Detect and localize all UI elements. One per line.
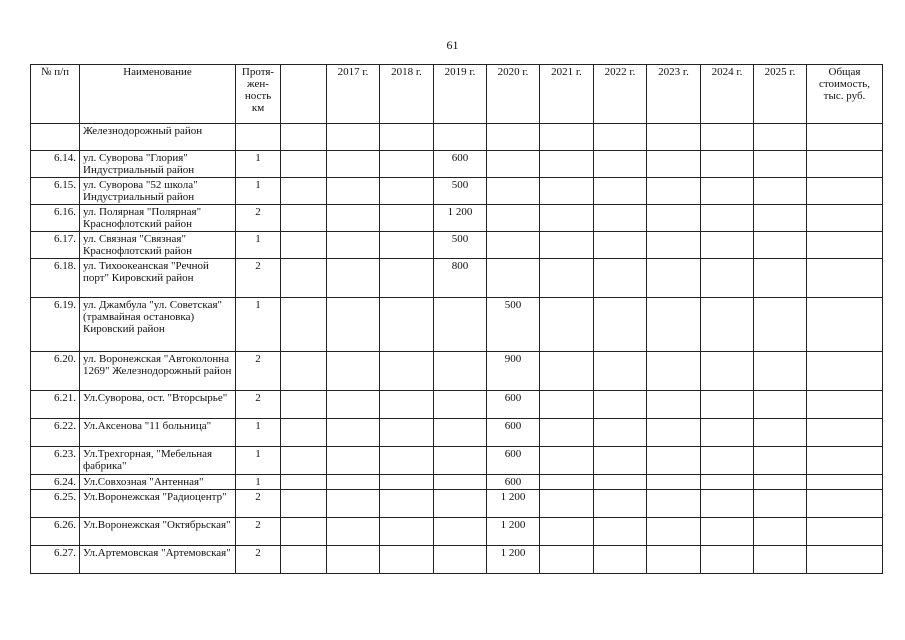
row-2023 [647, 178, 701, 205]
row-2024 [701, 391, 754, 419]
row-blank [281, 259, 327, 298]
row-length: 1 [236, 232, 281, 259]
row-2024 [701, 298, 754, 352]
row-2018 [380, 151, 434, 178]
row-2024 [701, 419, 754, 447]
row-2022 [594, 475, 647, 490]
row-2018 [380, 178, 434, 205]
row-total [807, 178, 883, 205]
header-year-2017: 2017 г. [327, 65, 380, 124]
table-row [31, 447, 883, 475]
row-blank [281, 546, 327, 574]
row-blank [281, 447, 327, 475]
row-length: 2 [236, 205, 281, 232]
row-num: 6.18. [31, 259, 80, 298]
row-num: 6.27. [31, 546, 80, 574]
row-2023 [647, 232, 701, 259]
section-title: Железнодорожный район [80, 124, 236, 151]
table-row [31, 205, 883, 232]
row-2024 [701, 475, 754, 490]
row-2018 [380, 232, 434, 259]
header-year-2025: 2025 г. [754, 65, 807, 124]
row-total [807, 232, 883, 259]
row-2021 [540, 419, 594, 447]
row-name: ул. Джамбула "ул. Советская" (трамвайная остановка) Кировский район [80, 298, 236, 352]
row-2022 [594, 205, 647, 232]
row-2019 [434, 298, 487, 352]
table-row [31, 490, 883, 518]
row-2022 [594, 546, 647, 574]
header-name: Наименование [80, 65, 236, 124]
row-2020: 1 200 [487, 518, 540, 546]
row-length: 2 [236, 518, 281, 546]
row-num: 6.22. [31, 419, 80, 447]
row-num: 6.19. [31, 298, 80, 352]
row-2025 [754, 205, 807, 232]
row-2024 [701, 151, 754, 178]
row-length: 2 [236, 546, 281, 574]
row-2017 [327, 447, 380, 475]
row-2024 [701, 205, 754, 232]
row-2024 [701, 352, 754, 391]
row-2023 [647, 391, 701, 419]
row-num: 6.17. [31, 232, 80, 259]
row-2017 [327, 232, 380, 259]
row-2021 [540, 151, 594, 178]
row-2020: 900 [487, 352, 540, 391]
table-row [31, 391, 883, 419]
row-2020: 500 [487, 298, 540, 352]
header-year-2024: 2024 г. [701, 65, 754, 124]
row-2019: 500 [434, 178, 487, 205]
row-2023 [647, 518, 701, 546]
row-total [807, 546, 883, 574]
row-2018 [380, 298, 434, 352]
row-total [807, 518, 883, 546]
row-2017 [327, 259, 380, 298]
table-row [31, 151, 883, 178]
row-2023 [647, 151, 701, 178]
row-num: 6.26. [31, 518, 80, 546]
table-row [31, 546, 883, 574]
row-2018 [380, 546, 434, 574]
row-2025 [754, 419, 807, 447]
row-2025 [754, 546, 807, 574]
row-2023 [647, 352, 701, 391]
row-2022 [594, 490, 647, 518]
row-2025 [754, 391, 807, 419]
row-2023 [647, 419, 701, 447]
row-2025 [754, 232, 807, 259]
row-2023 [647, 298, 701, 352]
row-2024 [701, 518, 754, 546]
row-2025 [754, 151, 807, 178]
header-year-2022: 2022 г. [594, 65, 647, 124]
row-2020 [487, 259, 540, 298]
row-2017 [327, 178, 380, 205]
row-length: 1 [236, 298, 281, 352]
row-2020 [487, 151, 540, 178]
row-length: 1 [236, 475, 281, 490]
row-2022 [594, 391, 647, 419]
header-year-2019: 2019 г. [434, 65, 487, 124]
row-length: 2 [236, 391, 281, 419]
row-2021 [540, 546, 594, 574]
row-name: Ул.Воронежская "Октябрьская" [80, 518, 236, 546]
row-2021 [540, 475, 594, 490]
row-2017 [327, 391, 380, 419]
row-2021 [540, 490, 594, 518]
row-2023 [647, 205, 701, 232]
row-2019 [434, 391, 487, 419]
row-blank [281, 232, 327, 259]
row-length: 2 [236, 259, 281, 298]
row-2021 [540, 298, 594, 352]
row-2025 [754, 298, 807, 352]
row-2024 [701, 178, 754, 205]
row-2020 [487, 232, 540, 259]
row-2022 [594, 518, 647, 546]
row-2018 [380, 419, 434, 447]
row-blank [281, 475, 327, 490]
header-year-2023: 2023 г. [647, 65, 701, 124]
row-2020 [487, 205, 540, 232]
row-name: Ул.Артемовская "Артемовская" [80, 546, 236, 574]
section-row [31, 124, 883, 151]
row-2018 [380, 475, 434, 490]
row-2018 [380, 518, 434, 546]
row-total [807, 447, 883, 475]
program-table [30, 64, 883, 574]
row-total [807, 419, 883, 447]
row-2019 [434, 475, 487, 490]
row-2024 [701, 447, 754, 475]
row-2021 [540, 352, 594, 391]
row-2018 [380, 490, 434, 518]
table-row [31, 298, 883, 352]
row-2023 [647, 546, 701, 574]
row-2019 [434, 352, 487, 391]
row-2019 [434, 546, 487, 574]
table-row [31, 352, 883, 391]
row-2022 [594, 151, 647, 178]
row-blank [281, 391, 327, 419]
row-num: 6.20. [31, 352, 80, 391]
table-row [31, 259, 883, 298]
row-blank [281, 490, 327, 518]
header-year-2021: 2021 г. [540, 65, 594, 124]
row-2019 [434, 490, 487, 518]
row-2017 [327, 475, 380, 490]
row-name: Ул.Совхозная "Антенная" [80, 475, 236, 490]
row-total [807, 490, 883, 518]
row-2024 [701, 490, 754, 518]
row-blank [281, 419, 327, 447]
row-num: 6.14. [31, 151, 80, 178]
row-2025 [754, 475, 807, 490]
row-2023 [647, 259, 701, 298]
row-total [807, 298, 883, 352]
row-2017 [327, 298, 380, 352]
row-name: ул. Суворова "Глория" Индустриальный район [80, 151, 236, 178]
table-row [31, 475, 883, 490]
row-2025 [754, 352, 807, 391]
row-2020: 600 [487, 475, 540, 490]
row-num: 6.15. [31, 178, 80, 205]
header-num: № п/п [31, 65, 80, 124]
row-name: ул. Связная "Связная" Краснофлотский район [80, 232, 236, 259]
row-2025 [754, 178, 807, 205]
row-2021 [540, 205, 594, 232]
row-2018 [380, 352, 434, 391]
row-2018 [380, 205, 434, 232]
row-2019 [434, 518, 487, 546]
row-blank [281, 178, 327, 205]
row-length: 1 [236, 151, 281, 178]
header-total: Общая стоимость, тыс. руб. [807, 65, 883, 124]
row-2020: 1 200 [487, 490, 540, 518]
row-2024 [701, 259, 754, 298]
row-num: 6.16. [31, 205, 80, 232]
row-name: Ул.Суворова, ост. "Вторсырье" [80, 391, 236, 419]
row-2018 [380, 391, 434, 419]
page-number: 61 [446, 38, 459, 52]
row-2020: 1 200 [487, 546, 540, 574]
row-blank [281, 151, 327, 178]
row-2017 [327, 419, 380, 447]
row-length: 2 [236, 490, 281, 518]
header-row [31, 65, 883, 124]
row-name: ул. Тихоокеанская "Речной порт" Кировский район [80, 259, 236, 298]
row-2024 [701, 546, 754, 574]
row-2020: 600 [487, 419, 540, 447]
row-2022 [594, 259, 647, 298]
row-num: 6.25. [31, 490, 80, 518]
row-blank [281, 205, 327, 232]
row-2017 [327, 518, 380, 546]
row-name: ул. Суворова "52 школа" Индустриальный район [80, 178, 236, 205]
row-name: ул. Полярная "Полярная" Краснофлотский район [80, 205, 236, 232]
row-2021 [540, 259, 594, 298]
row-2025 [754, 490, 807, 518]
row-2019: 1 200 [434, 205, 487, 232]
row-2024 [701, 232, 754, 259]
header-length: Протя-жен-ность км [236, 65, 281, 124]
row-2021 [540, 518, 594, 546]
row-2023 [647, 447, 701, 475]
row-2017 [327, 546, 380, 574]
row-2022 [594, 447, 647, 475]
row-blank [281, 298, 327, 352]
row-2021 [540, 178, 594, 205]
header-year-2020: 2020 г. [487, 65, 540, 124]
row-2020: 600 [487, 391, 540, 419]
table-row [31, 419, 883, 447]
row-2019: 500 [434, 232, 487, 259]
row-2023 [647, 475, 701, 490]
row-name: Ул.Трехгорная, "Мебельная фабрика" [80, 447, 236, 475]
row-name: ул. Воронежская "Автоколонна 1269" Железнодорожный район [80, 352, 236, 391]
row-2019: 800 [434, 259, 487, 298]
row-total [807, 475, 883, 490]
row-2021 [540, 232, 594, 259]
table-row [31, 518, 883, 546]
row-2018 [380, 447, 434, 475]
row-2017 [327, 205, 380, 232]
row-2019 [434, 419, 487, 447]
row-2021 [540, 447, 594, 475]
row-length: 1 [236, 447, 281, 475]
row-blank [281, 352, 327, 391]
row-2022 [594, 178, 647, 205]
row-2017 [327, 490, 380, 518]
row-2018 [380, 259, 434, 298]
header-year-2018: 2018 г. [380, 65, 434, 124]
row-2025 [754, 259, 807, 298]
row-num: 6.23. [31, 447, 80, 475]
row-num: 6.21. [31, 391, 80, 419]
row-2023 [647, 490, 701, 518]
row-total [807, 151, 883, 178]
row-2017 [327, 151, 380, 178]
row-name: Ул.Аксенова "11 больница" [80, 419, 236, 447]
row-2019 [434, 447, 487, 475]
row-2022 [594, 419, 647, 447]
row-2022 [594, 298, 647, 352]
row-2022 [594, 352, 647, 391]
row-length: 2 [236, 352, 281, 391]
table-row [31, 178, 883, 205]
row-2021 [540, 391, 594, 419]
row-2025 [754, 447, 807, 475]
row-num: 6.24. [31, 475, 80, 490]
row-length: 1 [236, 178, 281, 205]
row-blank [281, 518, 327, 546]
row-2019: 600 [434, 151, 487, 178]
row-2022 [594, 232, 647, 259]
row-total [807, 259, 883, 298]
row-2020: 600 [487, 447, 540, 475]
row-2020 [487, 178, 540, 205]
row-total [807, 205, 883, 232]
header-blank [281, 65, 327, 124]
row-length: 1 [236, 419, 281, 447]
row-total [807, 391, 883, 419]
row-2017 [327, 352, 380, 391]
row-name: Ул.Воронежская "Радиоцентр" [80, 490, 236, 518]
row-total [807, 352, 883, 391]
table-row [31, 232, 883, 259]
row-2025 [754, 518, 807, 546]
